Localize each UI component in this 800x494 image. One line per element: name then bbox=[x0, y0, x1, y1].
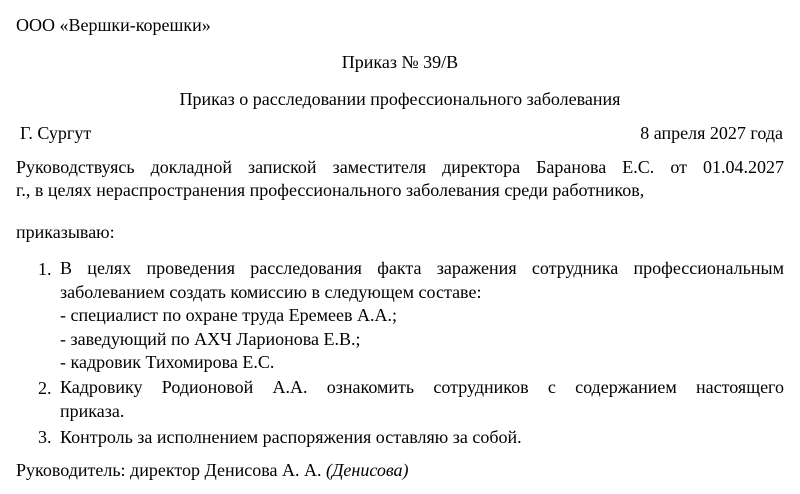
item-number: 2. bbox=[38, 378, 52, 398]
order-date: 8 апреля 2027 года bbox=[640, 123, 783, 143]
item-number: 1. bbox=[38, 259, 52, 279]
signature-sign: (Денисова) bbox=[325, 460, 409, 480]
order-number: Приказ № 39/В bbox=[341, 52, 459, 72]
preamble-line: г., в целях нераспространения профессионального заболевания среди работников, bbox=[16, 180, 645, 200]
item-line: В целях проведения расследования факта заражения сотрудника профессиональным bbox=[60, 258, 784, 278]
committee-member: - кадровик Тихомирова Е.С. bbox=[60, 352, 275, 372]
item-line: приказа. bbox=[60, 401, 125, 421]
order-title: Приказ о расследовании профессионального заболевания bbox=[179, 89, 621, 109]
item-line: Кадровику Родионовой А.А. ознакомить сотрудников с содержанием настоящего bbox=[60, 377, 784, 397]
preamble bbox=[16, 156, 784, 202]
organization-name: ООО «Вершки-корешки» bbox=[16, 15, 211, 35]
city: Г. Сургут bbox=[20, 123, 92, 143]
item-line: заболеванием создать комиссию в следующем составе: bbox=[60, 282, 482, 302]
committee-member: - специалист по охране труда Еремеев А.А.; bbox=[60, 305, 397, 325]
item-number: 3. bbox=[38, 427, 52, 447]
signature-label: Руководитель: директор Денисова А. А. bbox=[16, 460, 322, 480]
signature-block bbox=[16, 459, 409, 481]
item-line: Контроль за исполнением распоряжения оставляю за собой. bbox=[60, 427, 522, 447]
committee-member: - заведующий по АХЧ Ларионова Е.В.; bbox=[60, 329, 361, 349]
preamble-line: Руководствуясь докладной запиской заместителя директора Баранова Е.С. от 01.04.2027 bbox=[16, 157, 784, 177]
list-item bbox=[60, 376, 784, 399]
list-item bbox=[60, 257, 784, 280]
order-word: приказываю: bbox=[16, 222, 115, 242]
